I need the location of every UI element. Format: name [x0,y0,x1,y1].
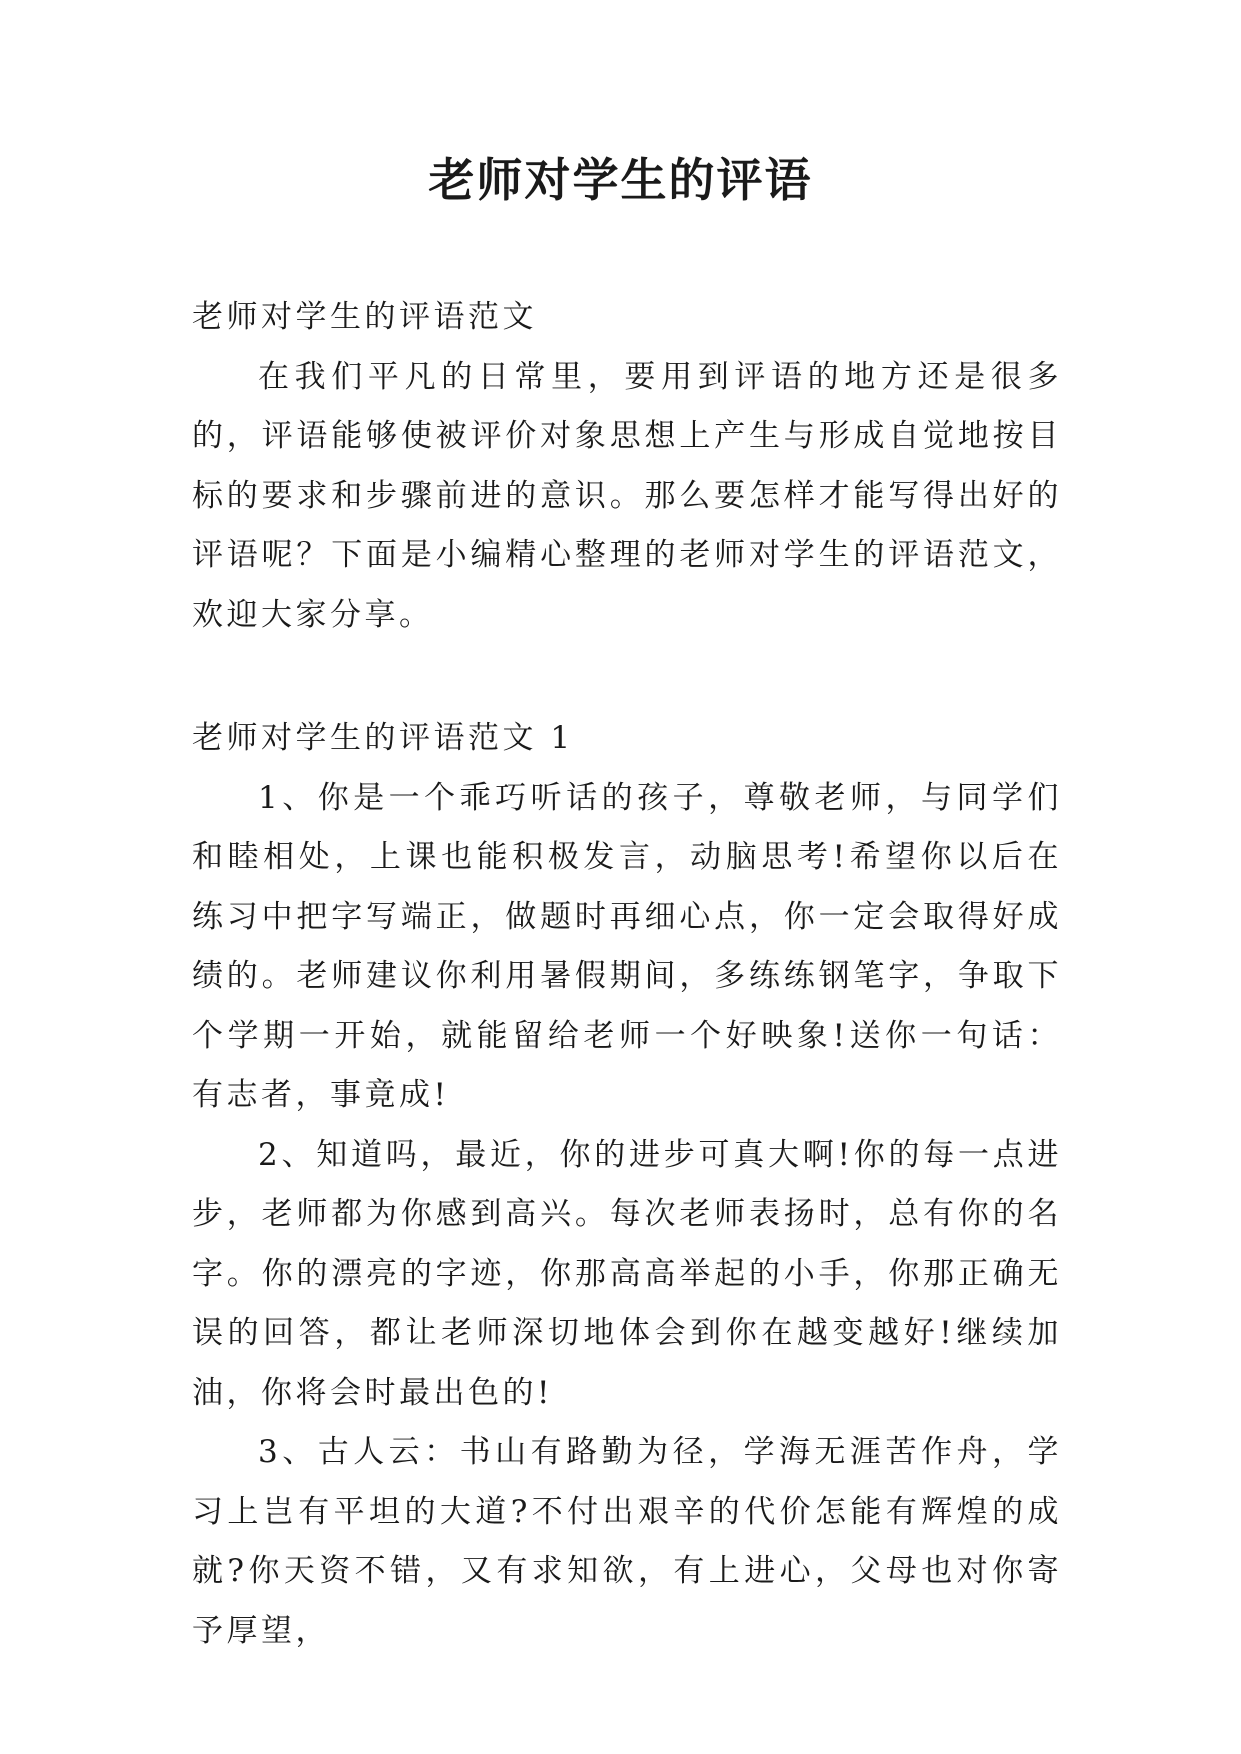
section-spacer [192,645,1062,709]
intro-paragraph: 在我们平凡的日常里，要用到评语的地方还是很多的，评语能够使被评价对象思想上产生与形成自觉地按目标的要求和步骤前进的意识。那么要怎样才能写得出好的评语呢？下面是小编精心整理的老师对学生的评语范文，欢迎大家分享。 [192,358,1062,633]
intro-heading: 老师对学生的评语范文 [192,299,537,335]
comment-item-2: 2、知道吗，最近，你的进步可真大啊!你的每一点进步，老师都为你感到高兴。每次老师表扬时，总有你的名字。你的漂亮的字迹，你那高高举起的小手，你那正确无误的回答，都让老师深切地体会到你在越变越好!继续加油，你将会时最出色的! [192,1136,1062,1411]
document-body [192,288,1062,1661]
section-heading: 老师对学生的评语范文 1 [192,720,574,756]
comment-item-3: 3、古人云：书山有路勤为径，学海无涯苦作舟，学习上岂有平坦的大道?不付出艰辛的代价怎能有辉煌的成就?你天资不错，又有求知欲，有上进心，父母也对你寄予厚望， [192,1434,1062,1649]
document-title: 老师对学生的评语 [428,153,813,207]
comment-item-1: 1、你是一个乖巧听话的孩子，尊敬老师，与同学们和睦相处，上课也能积极发言，动脑思考!希望你以后在练习中把字写端正，做题时再细心点，你一定会取得好成绩的。老师建议你利用暑假期间，多练练钢笔字，争取下个学期一开始，就能留给老师一个好映象!送你一句话：有志者，事竟成! [192,779,1062,1113]
